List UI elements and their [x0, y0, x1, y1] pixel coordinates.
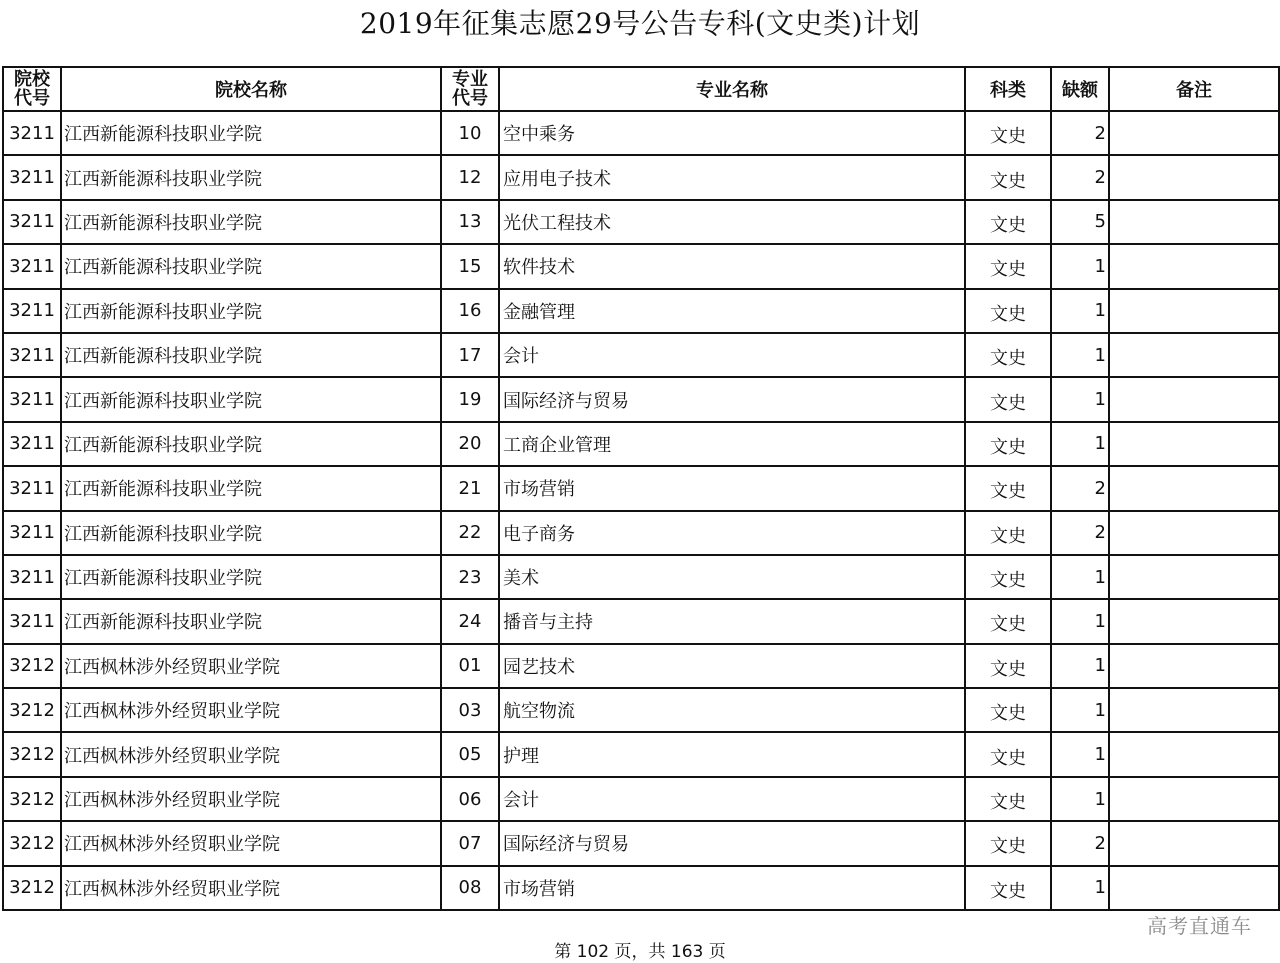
cell-major-name: 软件技术 — [499, 244, 965, 288]
cell-major-code: 01 — [441, 644, 499, 688]
cell-major-code: 19 — [441, 377, 499, 421]
cell-major-name: 护理 — [499, 732, 965, 776]
cell-quota: 2 — [1051, 466, 1109, 510]
cell-major-name: 航空物流 — [499, 688, 965, 732]
table-row — [3, 289, 1279, 333]
cell-remark — [1109, 821, 1279, 865]
cell-school-name: 江西新能源科技职业学院 — [61, 422, 441, 466]
cell-category: 文史 — [965, 466, 1051, 510]
cell-major-code: 22 — [441, 511, 499, 555]
cell-remark — [1109, 777, 1279, 821]
table-row — [3, 644, 1279, 688]
cell-major-code: 17 — [441, 333, 499, 377]
cell-category: 文史 — [965, 732, 1051, 776]
header-remark: 备注 — [1109, 67, 1279, 111]
cell-category: 文史 — [965, 511, 1051, 555]
cell-major-code: 24 — [441, 599, 499, 643]
header-category: 科类 — [965, 67, 1051, 111]
cell-school-name: 江西新能源科技职业学院 — [61, 377, 441, 421]
cell-quota: 5 — [1051, 200, 1109, 244]
cell-remark — [1109, 599, 1279, 643]
cell-school-name: 江西新能源科技职业学院 — [61, 289, 441, 333]
cell-category: 文史 — [965, 599, 1051, 643]
table-row — [3, 200, 1279, 244]
cell-school-code: 3211 — [3, 155, 61, 199]
cell-major-name: 金融管理 — [499, 289, 965, 333]
cell-quota: 2 — [1051, 511, 1109, 555]
cell-category: 文史 — [965, 866, 1051, 910]
cell-school-name: 江西新能源科技职业学院 — [61, 466, 441, 510]
cell-category: 文史 — [965, 644, 1051, 688]
page-title: 2019年征集志愿29号公告专科(文史类)计划 — [359, 7, 921, 40]
cell-major-name: 园艺技术 — [499, 644, 965, 688]
cell-remark — [1109, 111, 1279, 155]
cell-school-name: 江西枫林涉外经贸职业学院 — [61, 688, 441, 732]
cell-quota: 1 — [1051, 377, 1109, 421]
cell-school-code: 3211 — [3, 333, 61, 377]
cell-major-code: 15 — [441, 244, 499, 288]
cell-school-code: 3212 — [3, 732, 61, 776]
table-row — [3, 732, 1279, 776]
cell-school-code: 3211 — [3, 599, 61, 643]
cell-school-code: 3211 — [3, 377, 61, 421]
cell-remark — [1109, 155, 1279, 199]
cell-school-code: 3211 — [3, 511, 61, 555]
cell-school-code: 3212 — [3, 821, 61, 865]
cell-remark — [1109, 333, 1279, 377]
table-row — [3, 111, 1279, 155]
cell-major-code: 12 — [441, 155, 499, 199]
cell-major-name: 工商企业管理 — [499, 422, 965, 466]
header-school-code — [3, 67, 61, 111]
cell-quota: 1 — [1051, 644, 1109, 688]
cell-remark — [1109, 466, 1279, 510]
cell-major-code: 08 — [441, 866, 499, 910]
cell-major-code: 06 — [441, 777, 499, 821]
cell-remark — [1109, 200, 1279, 244]
table-row — [3, 377, 1279, 421]
cell-school-name: 江西枫林涉外经贸职业学院 — [61, 777, 441, 821]
cell-school-name: 江西新能源科技职业学院 — [61, 511, 441, 555]
cell-school-code: 3211 — [3, 244, 61, 288]
cell-quota: 1 — [1051, 777, 1109, 821]
cell-category: 文史 — [965, 555, 1051, 599]
header-school-name: 院校名称 — [61, 67, 441, 111]
table-row — [3, 466, 1279, 510]
cell-quota: 1 — [1051, 732, 1109, 776]
cell-major-name: 电子商务 — [499, 511, 965, 555]
cell-school-code: 3211 — [3, 111, 61, 155]
cell-major-name: 会计 — [499, 777, 965, 821]
cell-school-code: 3212 — [3, 688, 61, 732]
cell-major-code: 16 — [441, 289, 499, 333]
cell-school-code: 3212 — [3, 644, 61, 688]
cell-quota: 1 — [1051, 688, 1109, 732]
cell-school-name: 江西新能源科技职业学院 — [61, 111, 441, 155]
cell-quota: 2 — [1051, 155, 1109, 199]
table-row — [3, 777, 1279, 821]
cell-remark — [1109, 511, 1279, 555]
cell-quota: 1 — [1051, 289, 1109, 333]
cell-remark — [1109, 377, 1279, 421]
cell-school-name: 江西枫林涉外经贸职业学院 — [61, 866, 441, 910]
cell-major-name: 国际经济与贸易 — [499, 821, 965, 865]
table-header-row — [3, 67, 1279, 111]
cell-major-name: 美术 — [499, 555, 965, 599]
cell-school-code: 3211 — [3, 422, 61, 466]
cell-quota: 2 — [1051, 111, 1109, 155]
cell-category: 文史 — [965, 289, 1051, 333]
cell-category: 文史 — [965, 777, 1051, 821]
cell-category: 文史 — [965, 688, 1051, 732]
cell-school-name: 江西枫林涉外经贸职业学院 — [61, 732, 441, 776]
cell-remark — [1109, 732, 1279, 776]
cell-school-name: 江西新能源科技职业学院 — [61, 200, 441, 244]
header-major-code-line2: 代号 — [452, 88, 488, 109]
cell-quota: 1 — [1051, 866, 1109, 910]
header-quota: 缺额 — [1051, 67, 1109, 111]
cell-school-name: 江西新能源科技职业学院 — [61, 155, 441, 199]
cell-major-code: 05 — [441, 732, 499, 776]
cell-major-name: 会计 — [499, 333, 965, 377]
cell-major-code: 03 — [441, 688, 499, 732]
cell-quota: 1 — [1051, 555, 1109, 599]
cell-major-name: 市场营销 — [499, 866, 965, 910]
cell-major-name: 市场营销 — [499, 466, 965, 510]
cell-category: 文史 — [965, 422, 1051, 466]
cell-category: 文史 — [965, 377, 1051, 421]
page-footer: 第 102 页，共 163 页 — [554, 942, 726, 962]
table-row — [3, 511, 1279, 555]
cell-remark — [1109, 688, 1279, 732]
cell-school-name: 江西新能源科技职业学院 — [61, 555, 441, 599]
cell-quota: 1 — [1051, 333, 1109, 377]
cell-remark — [1109, 422, 1279, 466]
cell-category: 文史 — [965, 155, 1051, 199]
cell-quota: 1 — [1051, 244, 1109, 288]
cell-major-code: 10 — [441, 111, 499, 155]
cell-major-code: 13 — [441, 200, 499, 244]
table-row — [3, 333, 1279, 377]
cell-quota: 1 — [1051, 422, 1109, 466]
cell-school-code: 3211 — [3, 466, 61, 510]
watermark: 高考直通车 — [1147, 914, 1252, 938]
cell-major-name: 国际经济与贸易 — [499, 377, 965, 421]
header-major-code-line1: 专业 — [452, 69, 488, 90]
cell-school-code: 3212 — [3, 777, 61, 821]
cell-major-code: 20 — [441, 422, 499, 466]
cell-category: 文史 — [965, 821, 1051, 865]
enrollment-plan-table — [2, 66, 1280, 911]
table-row — [3, 599, 1279, 643]
table-body — [3, 111, 1279, 910]
cell-school-name: 江西新能源科技职业学院 — [61, 333, 441, 377]
cell-category: 文史 — [965, 200, 1051, 244]
cell-school-name: 江西枫林涉外经贸职业学院 — [61, 644, 441, 688]
cell-major-code: 07 — [441, 821, 499, 865]
cell-major-name: 光伏工程技术 — [499, 200, 965, 244]
cell-school-name: 江西新能源科技职业学院 — [61, 244, 441, 288]
cell-major-code: 21 — [441, 466, 499, 510]
cell-major-name: 空中乘务 — [499, 111, 965, 155]
header-school-code-line2: 代号 — [14, 88, 50, 109]
table-row — [3, 155, 1279, 199]
table-row — [3, 866, 1279, 910]
cell-school-code: 3211 — [3, 289, 61, 333]
table-row — [3, 688, 1279, 732]
cell-quota: 2 — [1051, 821, 1109, 865]
cell-remark — [1109, 289, 1279, 333]
header-major-code — [441, 67, 499, 111]
cell-school-code: 3211 — [3, 200, 61, 244]
header-school-code-line1: 院校 — [14, 69, 50, 90]
cell-school-code: 3212 — [3, 866, 61, 910]
cell-remark — [1109, 644, 1279, 688]
cell-category: 文史 — [965, 244, 1051, 288]
cell-remark — [1109, 555, 1279, 599]
table-row — [3, 555, 1279, 599]
cell-category: 文史 — [965, 111, 1051, 155]
cell-remark — [1109, 866, 1279, 910]
cell-major-code: 23 — [441, 555, 499, 599]
table-row — [3, 821, 1279, 865]
cell-major-name: 应用电子技术 — [499, 155, 965, 199]
cell-category: 文史 — [965, 333, 1051, 377]
table-row — [3, 422, 1279, 466]
header-major-name: 专业名称 — [499, 67, 965, 111]
cell-major-name: 播音与主持 — [499, 599, 965, 643]
table-row — [3, 244, 1279, 288]
cell-quota: 1 — [1051, 599, 1109, 643]
cell-school-name: 江西枫林涉外经贸职业学院 — [61, 821, 441, 865]
cell-school-code: 3211 — [3, 555, 61, 599]
cell-remark — [1109, 244, 1279, 288]
cell-school-name: 江西新能源科技职业学院 — [61, 599, 441, 643]
